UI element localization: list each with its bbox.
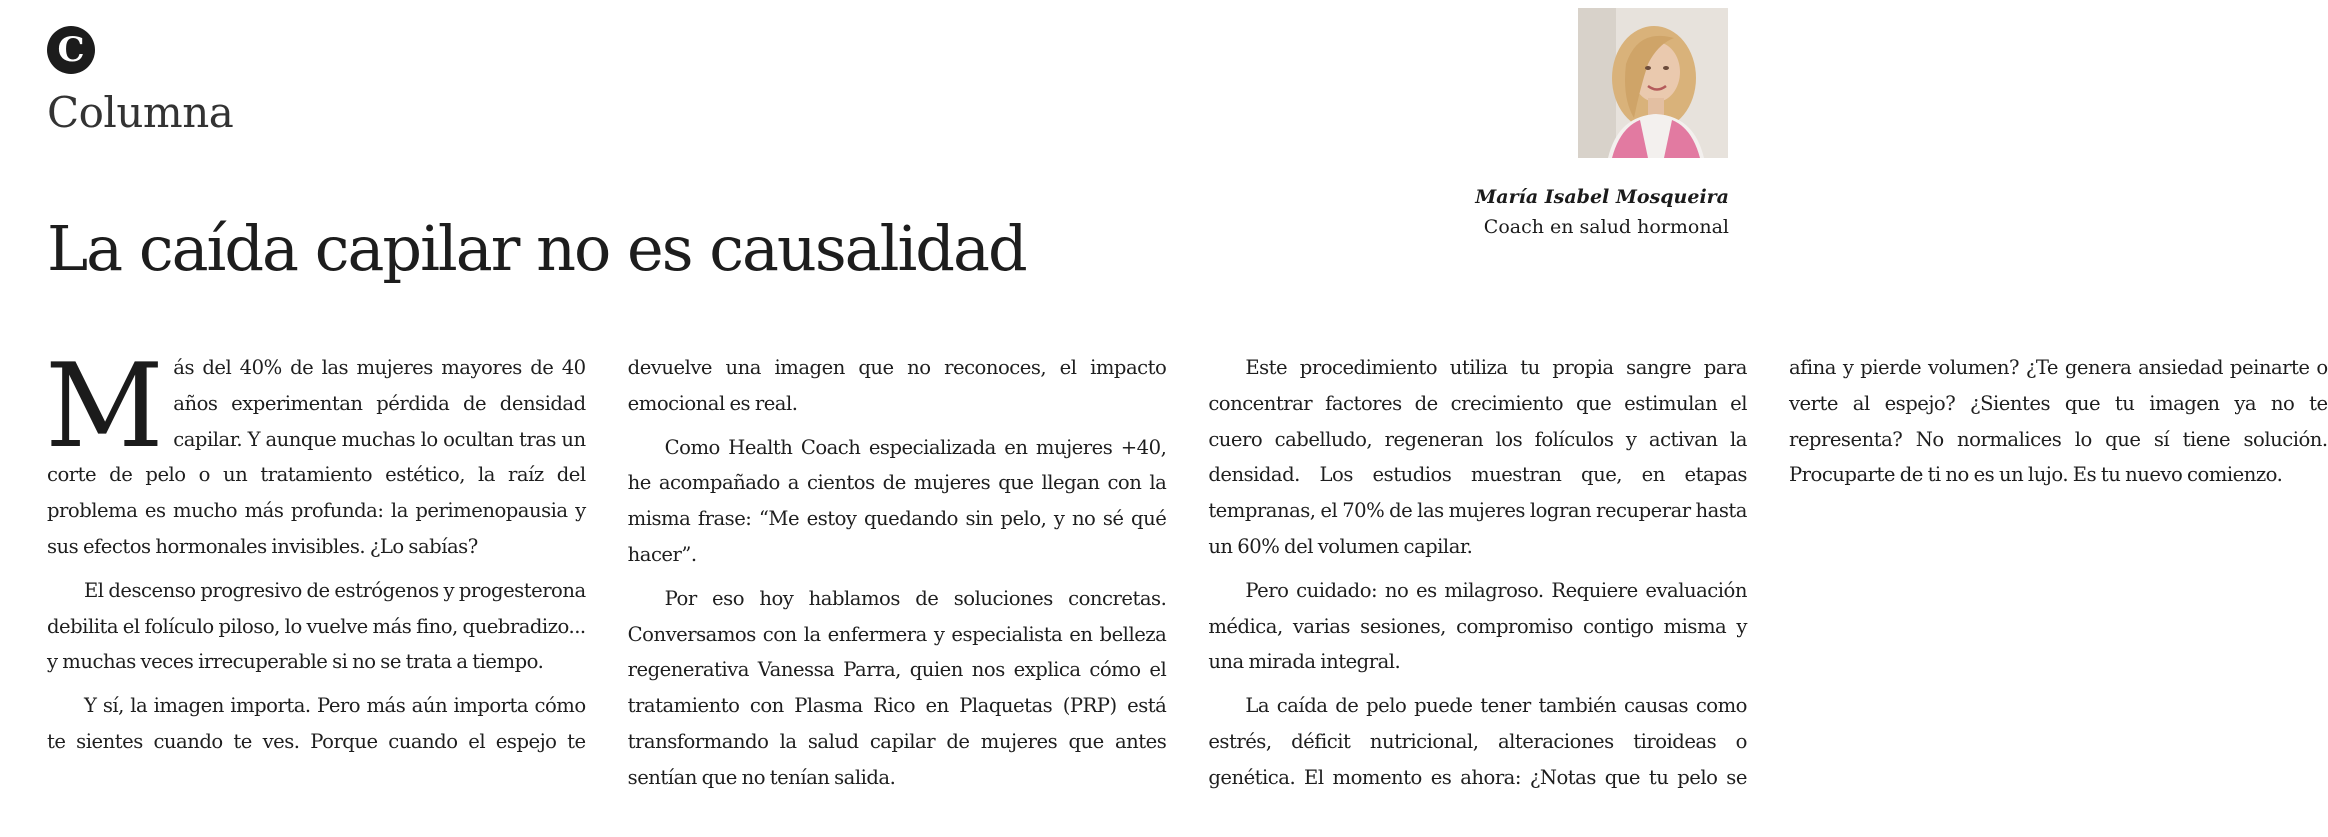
section-badge <box>47 26 95 74</box>
article-body <box>45 339 2328 820</box>
article-paragraph-5: Por eso hoy hablamos de soluciones concretas. Conversamos con la enfermera y especialista en belleza regenerativa Vanessa Parra, quien nos explica cómo el tratamiento con Plasma Rico en Plaquetas (PRP) está transformando la salud capilar de mujeres que antes sentían que no tenían salida. <box>627 586 1167 789</box>
article-paragraph-8: La caída de pelo puede tener también causas como estrés, déficit nutricional, alteraciones tiroideas o genética. El momento es ahora: ¿Notas que tu pelo se afina y pierde volumen? ¿Te genera ansiedad peinarte o verte al espejo? ¿Sientes que tu imagen ya no te representa? No normalices lo que sí tiene solución. Procuparte de ti no es un lujo. Es tu nuevo comienzo. <box>1208 356 2328 789</box>
author-role: Coach en salud hormonal <box>1483 216 1729 238</box>
article-paragraph-7: Pero cuidado: no es milagroso. Requiere evaluación médica, varias sesiones, compromiso contigo misma y una mirada integral. <box>1208 578 1747 674</box>
article-paragraph-1 <box>45 339 586 565</box>
author-name: María Isabel Mosqueira <box>1475 186 1729 208</box>
section-label: Columna <box>47 88 234 137</box>
drop-cap: M <box>45 339 164 474</box>
section-badge-letter: C <box>57 30 85 70</box>
paragraph-text: ás del 40% de las mujeres mayores de 40 años experimentan pérdida de densidad capilar. Y aunque muchas lo ocultan tras un corte de pelo o un tratamiento estético, la raíz del problema es mucho más profunda: la perimenopausia y sus efectos hormonales invisibles. ¿Lo sabías? <box>47 356 586 558</box>
author-photo <box>1578 8 1728 158</box>
article-paragraph-3: Y sí, la imagen importa. Pero más aún importa cómo te sientes cuando te ves. Porque cuando el espejo te devuelve una imagen que no reconoces, el impacto emocional es real. <box>47 356 1167 753</box>
headline: La caída capilar no es causalidad <box>47 212 1026 285</box>
article-paragraph-2: El descenso progresivo de estrógenos y progesterona debilita el folículo piloso, lo vuelve más fino, quebradizo... y muchas veces irrecuperable si no se trata a tiempo. <box>47 578 586 674</box>
article-paragraph-6: Este procedimiento utiliza tu propia sangre para concentrar factores de crecimiento que estimulan el cuero cabelludo, regeneran los folículos y activan la densidad. Los estudios muestran que, en etapas tempranas, el 70% de las mujeres logran recuperar hasta un 60% del volumen capilar. <box>1208 356 1747 558</box>
article-paragraph-4: Como Health Coach especializada en mujeres +40, he acompañado a cientos de mujeres que llegan con la misma frase: “Me estoy quedando sin pelo, y no sé qué hacer”. <box>627 435 1167 566</box>
